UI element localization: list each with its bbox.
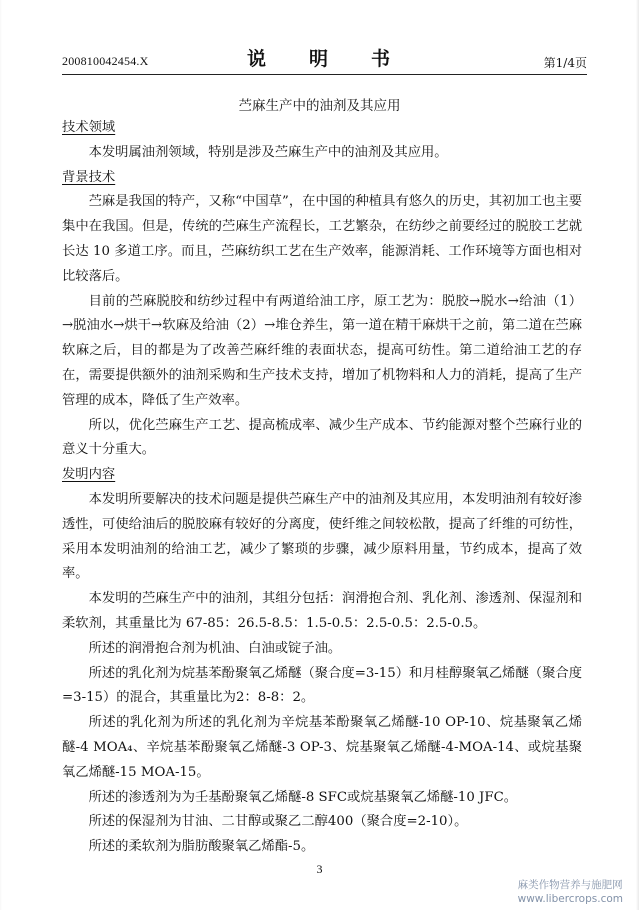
section-heading-invention: 发明内容 <box>62 467 116 483</box>
document-body <box>62 116 582 860</box>
paragraph: 本发明所要解决的技术问题是提供苎麻生产中的油剂及其应用，本发明油剂有较好渗透性，可使给油后的脱胶麻有较好的分离度，使纤维之间较松散，提高了纤维的可纺性，采用本发明油剂的给油工艺，减少了繁琐的步骤，减少原料用量，节约成本，提高了效率。 <box>62 491 582 582</box>
paragraph: 所述的乳化剂为烷基苯酚聚氧乙烯醚（聚合度=3-15）和月桂醇聚氧乙烯醚（聚合度=3-15）的混合，其重量比为2：8-8：2。 <box>62 665 582 706</box>
paragraph: 本发明的苎麻生产中的油剂，其组分包括：润滑抱合剂、乳化剂、渗透剂、保湿剂和柔软剂，其重量比为 67-85：26.5-8.5：1.5-0.5：2.5-0.5：2.5-0.5。 <box>62 591 582 631</box>
section-heading-background: 背景技术 <box>62 169 116 185</box>
paragraph: 所述的柔软剂为脂肪酸聚氧乙烯酯-5。 <box>88 839 315 855</box>
paragraph: 所述的保湿剂为甘油、二甘醇或聚乙二醇400（聚合度=2-10）。 <box>88 814 468 830</box>
paragraph: 所述的乳化剂为所述的乳化剂为辛烷基苯酚聚氧乙烯醚-10 OP-10、烷基聚氧乙烯醚-4 MOA₄、辛烷基苯酚聚氧乙烯醚-3 OP-3、烷基聚氧乙烯醚-4-MOA-14、或烷基聚氧乙烯醚-15 MOA-15。 <box>62 715 582 780</box>
document-title: 苎麻生产中的油剂及其应用 <box>238 98 401 114</box>
paragraph: 本发明属油剂领域，特别是涉及苎麻生产中的油剂及其应用。 <box>88 144 448 160</box>
site-watermark <box>518 878 623 906</box>
page-number: 3 <box>316 862 323 876</box>
header-title: 说 明 书 <box>246 48 402 70</box>
paragraph: 所以，优化苎麻生产工艺、提高梳成率、减少生产成本、节约能源对整个苎麻行业的意义十分重大。 <box>62 417 582 458</box>
paragraph: 目前的苎麻脱胶和纺纱过程中有两道给油工序，原工艺为：脱胶→脱水→给油（1）→脱油水→烘干→软麻及给油（2）→堆仓养生，第一道在精干麻烘干之前，第二道在苎麻软麻之后，目的都是为了改善苎麻纤维的表面状态，提高可纺性。第二道给油工艺的存在，需要提供额外的油剂采购和生产技术支持，增加了机物料和人力的消耗，提高了生产管理的成本，降低了生产效率。 <box>62 293 582 408</box>
section-heading-tech-field: 技术领域 <box>62 120 116 135</box>
watermark-line-2: www.libercrops.com <box>517 893 623 905</box>
header-rule <box>62 74 587 75</box>
paragraph: 苎麻是我国的特产，又称“中国草”，在中国的种植具有悠久的历史，其初加工也主要集中在我国。但是，传统的苎麻生产流程长，工艺繁杂，在纺纱之前要经过的脱胶工艺就长达 10 多道工序。而且，苎麻纺织工艺在生产效率，能源消耗、工作环境等方面也相对比较落后。 <box>62 194 582 284</box>
paragraph: 所述的润滑抱合剂为机油、白油或锭子油。 <box>88 640 342 656</box>
watermark-line-1: 麻类作物营养与施肥网 <box>517 879 623 891</box>
paragraph: 所述的渗透剂为为壬基酚聚氧乙烯醚-8 SFC或烷基聚氧乙烯醚-10 JFC。 <box>88 789 518 805</box>
page-header <box>62 40 587 76</box>
doc-number: 200810042454.X <box>62 54 149 68</box>
page-of: 第1/4页 <box>543 56 587 70</box>
